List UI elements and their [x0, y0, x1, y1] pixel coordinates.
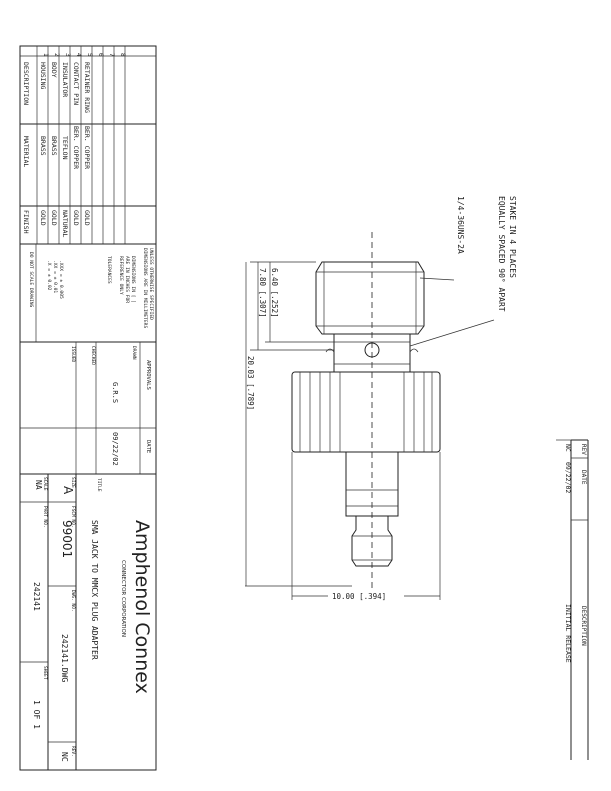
- title-block: [20, 474, 156, 770]
- tol-x: .X = ± 0.02: [46, 260, 51, 291]
- tol-line1: UNLESS OTHERWISE SPECIFIED: [148, 248, 153, 320]
- part-value: 242141: [32, 582, 41, 611]
- bom-mat-2: BRASS: [50, 136, 58, 156]
- bom-desc-2: BODY: [50, 62, 58, 78]
- dim-10-00: 10.00 [.394]: [332, 592, 387, 601]
- bom-item-5: 5: [86, 53, 93, 57]
- tol-line5: REFERENCE ONLY: [118, 256, 123, 295]
- rev-value: NC: [60, 752, 69, 762]
- bom-item-3: 3: [64, 53, 71, 57]
- rev-header-description: DESCRIPTION: [580, 606, 587, 646]
- bom-item-7: 7: [108, 53, 115, 57]
- tol-xx: .XX = ± 0.01: [52, 260, 57, 294]
- bom-mat-3: TEFLON: [61, 136, 69, 160]
- bom-desc-5: RETAINER RING: [83, 62, 91, 113]
- bom-mat-1: BRASS: [39, 136, 47, 156]
- sheet-label: SHEET: [42, 666, 47, 680]
- size-label: SIZE: [70, 477, 75, 488]
- approvals-date-header: DATE: [145, 440, 151, 454]
- issued-label: ISSUED: [70, 346, 75, 363]
- sheet-value: 1 OF 1: [32, 700, 41, 729]
- tol-line4: ARE IN INCHES FOR: [124, 256, 129, 304]
- tolerance-block: [20, 244, 156, 342]
- bom-item-8: 8: [119, 53, 126, 57]
- dim-7-80: 7.80 [.307]: [258, 268, 267, 318]
- scale-label: SCALE: [42, 477, 47, 491]
- bom-fin-5: GOLD: [83, 210, 91, 226]
- tol-no-scale: DO NOT SCALE DRAWING: [28, 252, 33, 308]
- bom-item-1: 1: [42, 53, 49, 57]
- knurled-ring: [292, 372, 440, 452]
- approvals-block: [20, 342, 156, 474]
- bill-of-materials: [20, 46, 156, 244]
- bom-mat-4: BER. COPPER: [72, 126, 80, 170]
- scale-value: NA: [34, 480, 43, 490]
- stake-note-line2: EQUALLY SPACED 90° APART: [497, 196, 506, 312]
- drawn-by: G.R.S: [111, 382, 119, 404]
- fscm-label: FSCM NO.: [70, 506, 75, 528]
- revision-block: [556, 440, 588, 760]
- tol-xxx: .XXX = ± 0.005: [58, 260, 63, 299]
- tol-line2: DIMENSIONS ARE IN MILLIMETERS: [142, 248, 147, 329]
- rev-row-date: 09/22/02: [564, 462, 572, 494]
- bom-fin-4: GOLD: [72, 210, 80, 226]
- tol-line6: TOLERANCES: [106, 256, 111, 284]
- bom-header-material: MATERIAL: [22, 136, 30, 168]
- bom-item-6: 6: [97, 53, 104, 57]
- dwg-value: 242141.DWG: [60, 634, 69, 683]
- dim-6-40: 6.40 [.252]: [270, 268, 279, 318]
- dwg-label: DWG. NO.: [70, 590, 75, 612]
- bom-header-finish: FINISH: [22, 210, 30, 234]
- stake-note-line1: STAKE IN 4 PLACES: [508, 196, 517, 278]
- bom-fin-3: NATURAL: [61, 210, 69, 238]
- checked-label: CHECKED: [90, 346, 95, 365]
- bom-fin-1: GOLD: [39, 210, 47, 226]
- size-value: A: [61, 486, 75, 495]
- drawing-title: SMA JACK TO MMCX PLUG ADAPTER: [90, 520, 99, 660]
- thread-spec: 1/4-36UNS-2A: [456, 196, 465, 254]
- rev-header-date: DATE: [580, 470, 587, 485]
- approvals-header: APPROVALS: [145, 360, 151, 390]
- fscm-value: 99001: [60, 520, 74, 559]
- dim-20-03: 20.03 [.789]: [246, 356, 255, 411]
- bom-mat-5: BER. COPPER: [83, 126, 91, 170]
- tol-line3: DIMENSIONS IN [ ]: [130, 256, 135, 304]
- thread-leader: [420, 278, 454, 280]
- rev-row-description: INITIAL RELEASE: [564, 604, 572, 663]
- bom-item-2: 2: [53, 53, 60, 57]
- title-label: TITLE: [96, 478, 101, 492]
- bom-desc-4: CONTACT PIN: [72, 62, 80, 106]
- company-logo: Amphenol Connex: [131, 520, 153, 694]
- drawn-date: 09/22/02: [111, 432, 119, 466]
- hex-nut: [316, 262, 424, 334]
- stake-leader: [410, 320, 494, 346]
- adapter-drawing: [245, 196, 517, 602]
- company-subtitle: CONNECTOR CORPORATION: [120, 560, 126, 637]
- part-label: PART NO.: [42, 506, 47, 528]
- rev-label: REV.: [70, 746, 75, 757]
- bom-fin-2: GOLD: [50, 210, 58, 226]
- bom-desc-1: HOUSING: [39, 62, 47, 90]
- rev-row-rev: NC: [564, 444, 572, 452]
- drawn-label: DRAWN: [131, 346, 136, 360]
- bom-item-4: 4: [75, 53, 82, 57]
- bom-header-description: DESCRIPTION: [22, 62, 30, 106]
- rev-header-rev: REV: [580, 444, 587, 455]
- bom-desc-3: INSULATOR: [61, 62, 69, 98]
